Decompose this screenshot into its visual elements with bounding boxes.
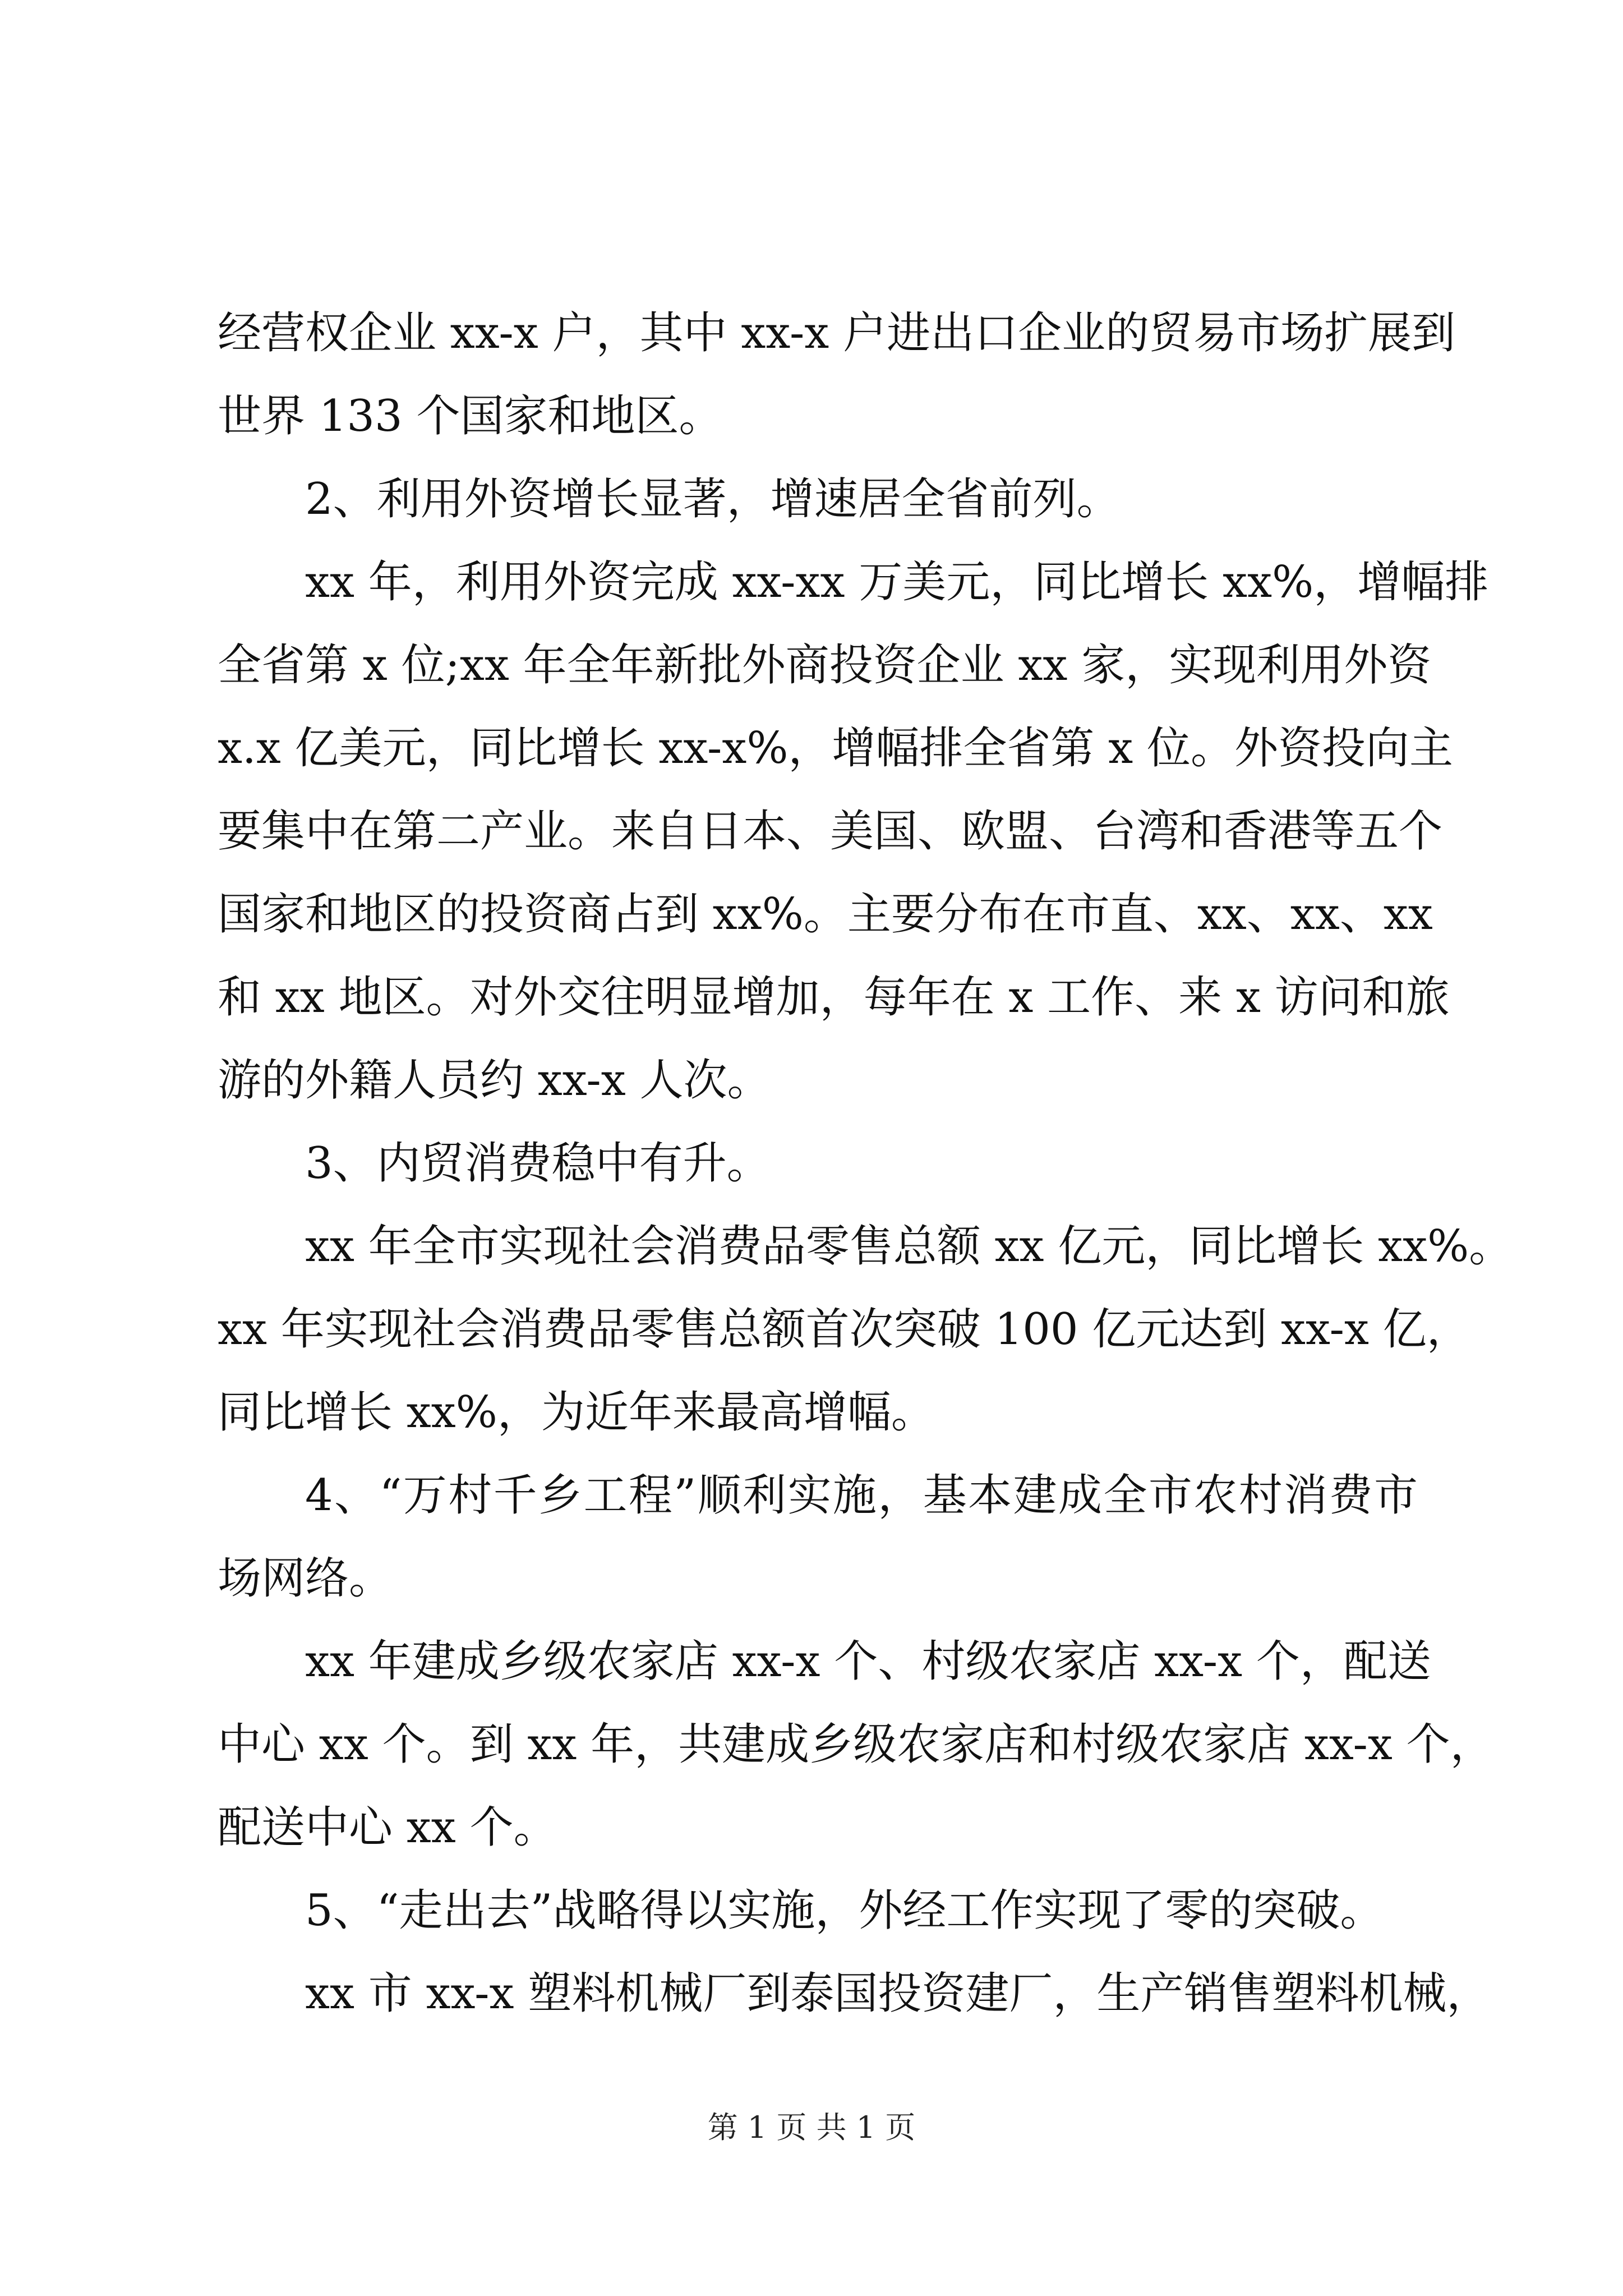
text-line: 2、利用外资增长显著，增速居全省前列。 [305,474,1121,524]
text-line: 中心 xx 个。到 xx 年，共建成乡级农家店和村级农家店 xx-x 个， [218,1719,1494,1770]
text-line: 4、“万村千乡工程”顺利实施，基本建成全市农村消费市 [305,1470,1418,1521]
section-heading [218,1122,1418,1205]
text-line: 要集中在第二产业。来自日本、美国、欧盟、台湾和香港等五个 [218,806,1443,857]
text-line: xx 年全市实现社会消费品零售总额 xx 亿元，同比增长 xx%。 [305,1221,1513,1272]
text-line: xx 市 xx-x 塑料机械厂到泰国投资建厂，生产销售塑料机械， [305,1968,1491,2019]
paragraph [218,1952,1491,2035]
text-line: 国家和地区的投资商占到 xx%。主要分布在市直、xx、xx、xx [218,889,1433,940]
text-line: xx 年实现社会消费品零售总额首次突破 100 亿元达到 xx-x 亿， [218,1304,1470,1355]
paragraph [218,1205,1513,1454]
text-line: 配送中心 xx 个。 [218,1802,557,1853]
text-line: 经营权企业 xx-x 户，其中 xx-x 户进出口企业的贸易市场扩展到 [218,308,1456,358]
paragraph [218,292,1456,458]
text-line: xx 年，利用外资完成 xx-xx 万美元，同比增长 xx%，增幅排 [305,557,1489,608]
document-body [218,292,1513,2035]
text-line: 5、“走出去”战略得以实施，外经工作实现了零的突破。 [305,1885,1384,1936]
paragraph [218,1620,1494,1869]
text-line: 同比增长 xx%，为近年来最高增幅。 [218,1387,935,1438]
text-line: 游的外籍人员约 xx-x 人次。 [218,1055,771,1106]
text-line: 和 xx 地区。对外交往明显增加，每年在 x 工作、来 x 访问和旅 [218,972,1450,1023]
text-line: 3、内贸消费稳中有升。 [305,1138,771,1189]
page-number-footer: 第 1 页 共 1 页 [707,2110,916,2145]
paragraph [218,541,1489,1122]
text-line: 世界 133 个国家和地区。 [218,391,723,441]
text-line: xx 年建成乡级农家店 xx-x 个、村级农家店 xx-x 个，配送 [305,1636,1431,1687]
section-heading [218,458,1418,541]
section-heading [218,1454,1418,1620]
text-line: x.x 亿美元，同比增长 xx-x%，增幅排全省第 x 位。外资投向主 [218,723,1454,774]
text-line: 场网络。 [218,1553,393,1604]
text-line: 全省第 x 位;xx 年全年新批外商投资企业 xx 家，实现利用外资 [218,640,1432,691]
section-heading [218,1869,1418,1952]
